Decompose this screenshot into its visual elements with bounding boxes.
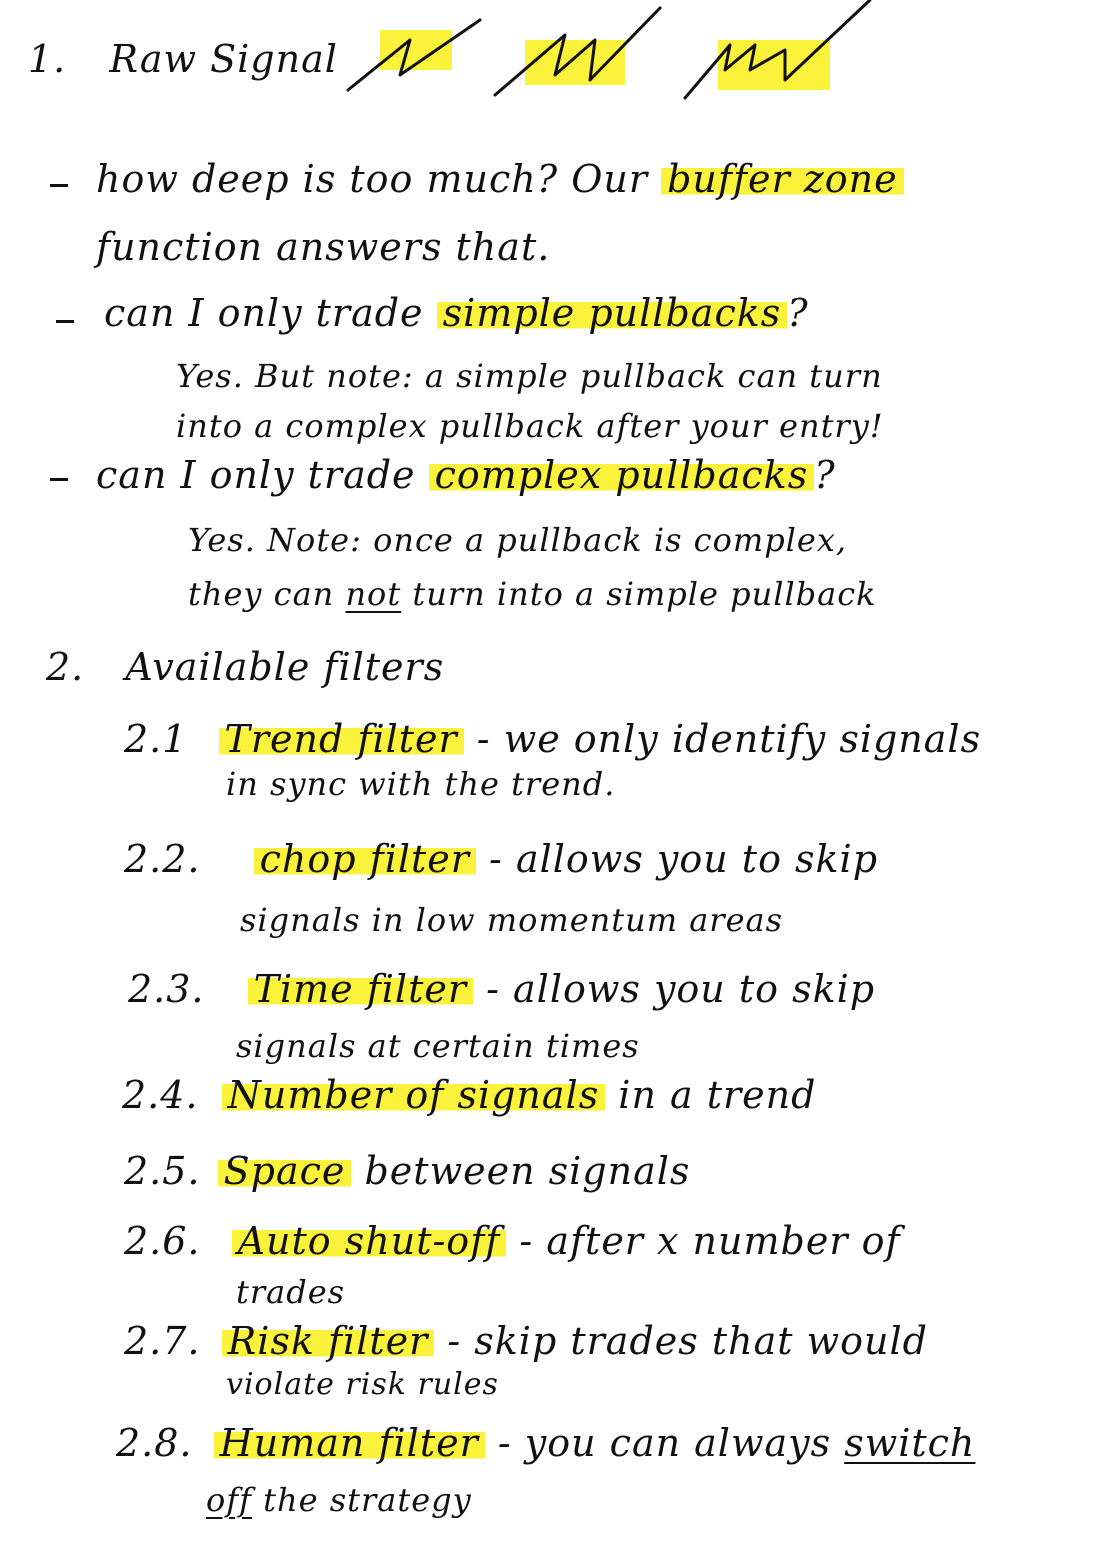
bullet-line-3-note-b — [188, 575, 877, 613]
bullet-line-1-cont — [96, 225, 551, 269]
filter-item-cont — [236, 1273, 346, 1311]
filter-number: 2.5. — [124, 1149, 201, 1193]
filter-description: - you can always — [484, 1421, 845, 1465]
filter-number: 2.7. — [124, 1319, 201, 1363]
filter-name: Risk filter — [222, 1319, 435, 1363]
filter-item — [124, 837, 879, 881]
filter-item-cont — [226, 765, 616, 803]
filter-item — [124, 717, 982, 761]
bullet-line-2 — [104, 291, 809, 335]
filter-description: in a trend — [605, 1073, 817, 1117]
filter-description: signals at certain times — [236, 1027, 640, 1065]
bullet-line-2-note-a — [176, 357, 883, 395]
filter-item — [116, 1421, 976, 1465]
highlighted-term: buffer zone — [661, 157, 904, 201]
bullet-text: how deep is too much? Our — [96, 157, 662, 201]
section-2-heading — [46, 645, 445, 689]
bullet-line-2-note-b — [176, 407, 884, 445]
filter-number: 2.1 — [124, 717, 188, 761]
filter-description: - we only identify signals — [463, 717, 982, 761]
filter-description: - skip trades that would — [434, 1319, 928, 1363]
bullet-line-3 — [96, 453, 836, 497]
filter-number: 2.8. — [116, 1421, 193, 1465]
filter-item-cont — [240, 901, 784, 939]
bullet-dash — [56, 320, 74, 323]
filter-description: - allows you to skip — [473, 967, 876, 1011]
filter-item-cont — [236, 1027, 640, 1065]
filter-description: trades — [236, 1273, 346, 1311]
filter-name: Number of signals — [222, 1073, 606, 1117]
filter-number: 2.3. — [128, 967, 205, 1011]
filter-item — [124, 1149, 691, 1193]
bullet-dash — [50, 478, 68, 481]
bullet-text: can I only trade — [104, 291, 437, 335]
filter-description: - after x number of — [506, 1219, 901, 1263]
section-1-number: 1. — [28, 37, 67, 81]
filter-number: 2.4. — [122, 1073, 199, 1117]
bullet-line-3-note-a — [188, 521, 848, 559]
bullet-text: ? — [814, 453, 836, 497]
filter-description: violate risk rules — [226, 1367, 499, 1402]
highlighted-term: simple pullbacks — [437, 291, 788, 335]
filter-item — [122, 1073, 817, 1117]
underlined-word: not — [345, 575, 402, 613]
sketch-2-highlight — [525, 40, 625, 85]
filter-item — [124, 1219, 901, 1263]
bullet-text: Yes. Note: once a pullback is complex, — [188, 521, 848, 559]
section-1-heading — [28, 37, 338, 81]
filter-item — [128, 967, 876, 1011]
filter-description: in sync with the trend. — [226, 765, 616, 803]
filter-item — [124, 1319, 928, 1363]
section-1-title: Raw Signal — [109, 37, 338, 81]
bullet-text: ? — [787, 291, 809, 335]
filter-number: 2.2. — [124, 837, 201, 881]
bullet-text: they can — [188, 575, 346, 613]
filter-name: Time filter — [248, 967, 473, 1011]
bullet-dash — [50, 184, 68, 187]
bullet-line-1 — [96, 157, 904, 201]
bullet-text: turn into a simple pullback — [401, 575, 877, 613]
filter-name: chop filter — [254, 837, 476, 881]
filter-description: - allows you to skip — [475, 837, 879, 881]
underlined-word: off — [206, 1481, 252, 1519]
bullet-text: Yes. But note: a simple pullback can turn — [176, 357, 883, 395]
filter-description: the strategy — [251, 1481, 472, 1519]
filter-name: Trend filter — [219, 717, 464, 761]
bullet-text: into a complex pullback after your entry! — [176, 407, 884, 445]
filter-name: Human filter — [214, 1421, 485, 1465]
filter-description: signals in low momentum areas — [240, 901, 784, 939]
filter-number: 2.6. — [124, 1219, 201, 1263]
bullet-text: function answers that. — [96, 225, 551, 269]
highlighted-term: complex pullbacks — [429, 453, 815, 497]
section-2-number: 2. — [46, 645, 85, 689]
filter-item-cont — [206, 1481, 472, 1519]
underlined-word: switch — [844, 1421, 976, 1465]
filter-description: between signals — [351, 1149, 691, 1193]
raw-signal-sketches — [340, 0, 880, 110]
filter-name: Space — [218, 1149, 352, 1193]
section-2-title: Available filters — [125, 645, 445, 689]
filter-name: Auto shut-off — [232, 1219, 507, 1263]
bullet-text: can I only trade — [96, 453, 429, 497]
sketch-3-highlight — [718, 40, 830, 90]
filter-item-cont — [226, 1367, 499, 1402]
